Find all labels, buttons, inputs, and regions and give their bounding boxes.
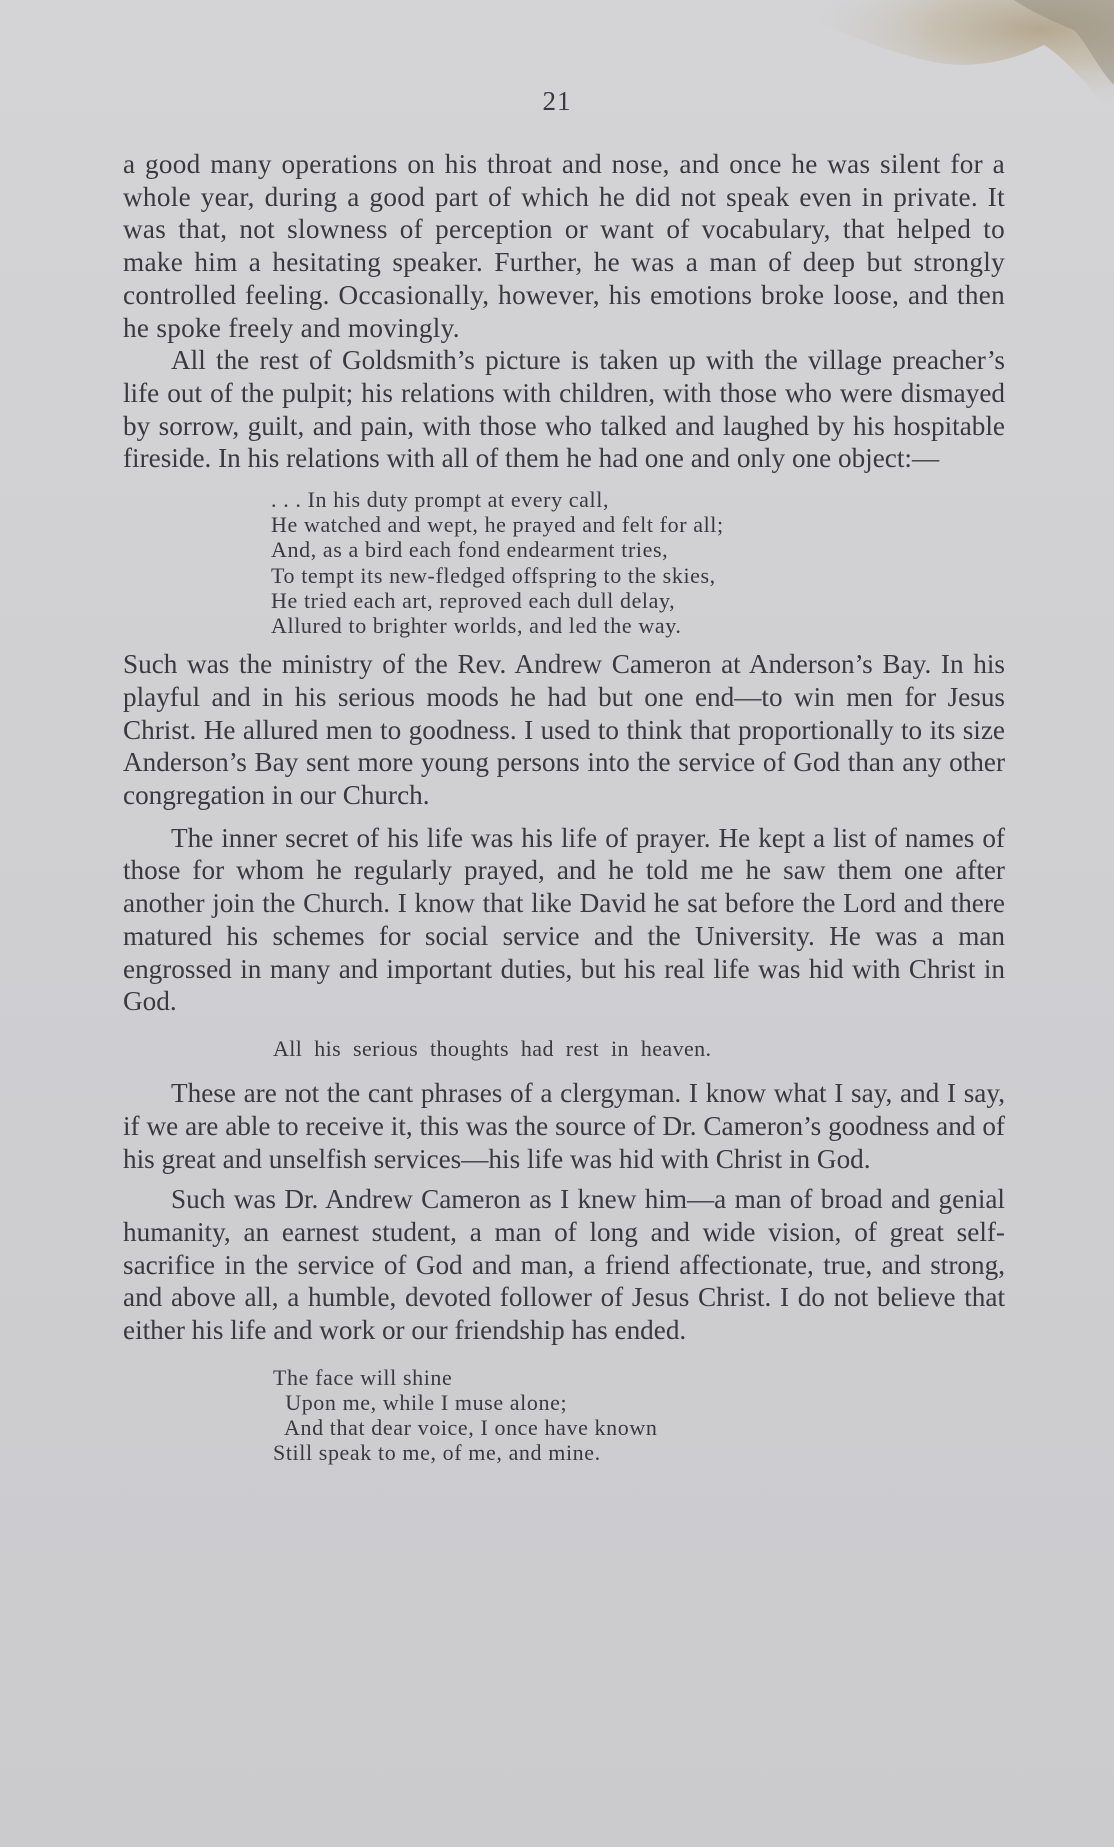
tennyson-verse <box>273 1365 1005 1466</box>
paragraph-4: The inner secret of his life was his life of prayer. He kept a list of names of those for whom he regularly prayed, and he told me he saw them one after another join the Church. I know that like David he sat before the Lord and there matured his schemes for social service and the University. He was a man engrossed in many and important duties, but his real life was hid with Christ in God. <box>123 822 1005 1017</box>
verse-line: Allured to brighter worlds, and led the way. <box>271 613 682 639</box>
paragraph-1: a good many operations on his throat and nose, and once he was silent for a whole year, during a good part of which he did not speak even in private. It was that, not slowness of perception or want of vocabulary, that helped to make him a hesitating speaker. Further, he was a man of deep but strongly controlled feeling. Occasionally, however, his emotions broke loose, and then he spoke freely and movingly. <box>123 149 1005 343</box>
verse-line: Still speak to me, of me, and mine. <box>273 1440 601 1466</box>
verse-line: And that dear voice, I once have known <box>273 1415 658 1441</box>
paragraph-6: Such was Dr. Andrew Cameron as I knew him—a man of broad and genial humanity, an earnest student, a man of long and wide vision, of great self-sacrifice in the service of God and man, a friend affectionate, true, and strong, and above all, a humble, devoted follower of Jesus Christ. I do not believe that either his life and work or our friendship has ended. <box>123 1184 1005 1346</box>
verse-line: . . . In his duty prompt at every call, <box>271 487 610 513</box>
page-number: 21 <box>542 86 572 116</box>
paragraph-5: These are not the cant phrases of a clergyman. I know what I say, and I say, if we are able to receive it, this was the source of Dr. Cameron’s goodness and of his great and unselfish services—his life was hid with Christ in God. <box>123 1078 1005 1174</box>
verse-line: The face will shine <box>273 1364 453 1390</box>
verse-line: Upon me, while I muse alone; <box>273 1390 568 1416</box>
verse-line: He watched and wept, he prayed and felt for all; <box>271 512 724 538</box>
heaven-verse: All his serious thoughts had rest in heaven. <box>273 1035 712 1061</box>
paragraph-3: Such was the ministry of the Rev. Andrew Cameron at Anderson’s Bay. In his playful and in his serious moods he had but one end—to win men for Jesus Christ. He allured men to goodness. I used to think that proportionally to its size Anderson’s Bay sent more young persons into the service of God than any other congregation in our Church. <box>123 649 1005 811</box>
verse-line: He tried each art, reproved each dull delay, <box>271 587 676 613</box>
verse-line: And, as a bird each fond endearment tries, <box>271 537 669 563</box>
page-content <box>123 148 1005 1466</box>
paragraph-2: All the rest of Goldsmith’s picture is taken up with the village preacher’s life out of the pulpit; his relations with children, with those who were dismayed by sorrow, guilt, and pain, with those who talked and laughed by his hospitable fireside. In his relations with all of them he had one and only one object:— <box>123 345 1005 474</box>
goldsmith-verse <box>271 487 1005 638</box>
verse-line: To tempt its new-fledged offspring to the skies, <box>271 562 716 588</box>
